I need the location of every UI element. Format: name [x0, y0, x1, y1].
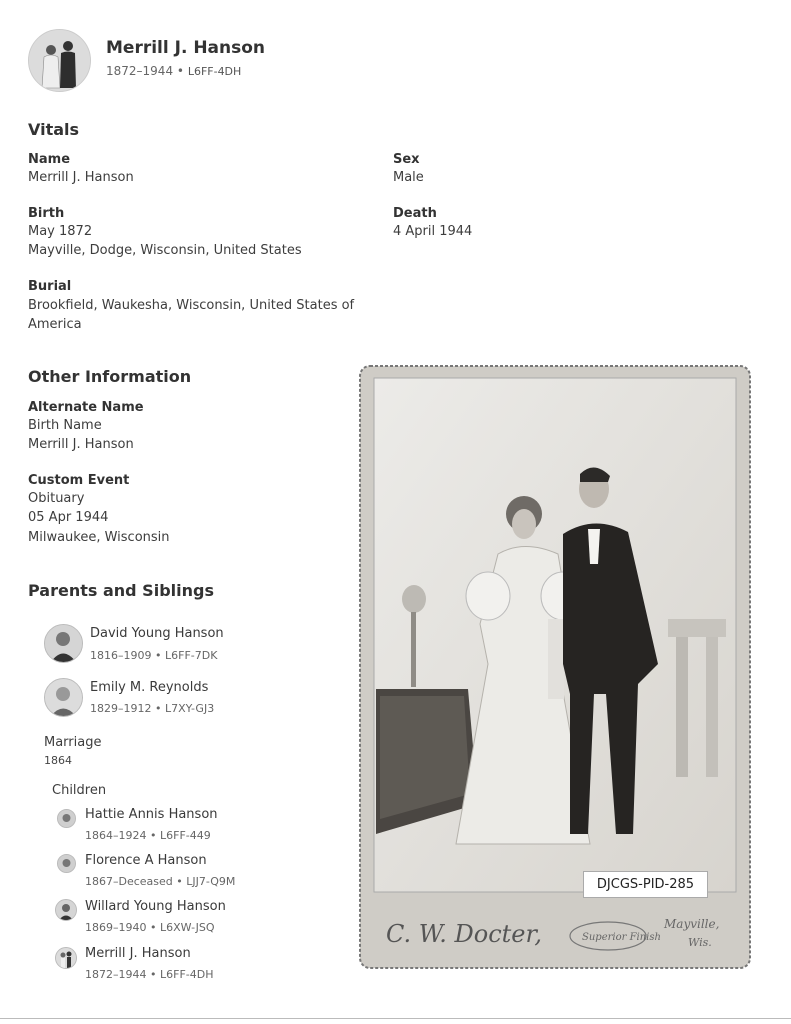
- alternate-name-type: Birth Name: [28, 418, 102, 433]
- child-avatar-1[interactable]: [57, 809, 76, 828]
- children-label: Children: [52, 783, 107, 798]
- vitals-heading: Vitals: [28, 120, 80, 139]
- burial-label: Burial: [28, 279, 72, 294]
- svg-text:Mayville,: Mayville,: [664, 917, 720, 931]
- birth-date: May 1872: [28, 224, 93, 239]
- child-meta-2: 1867–Deceased • LJJ7-Q9M: [85, 875, 236, 888]
- custom-event-place: Milwaukee, Wisconsin: [28, 530, 170, 545]
- alternate-name-value: Merrill J. Hanson: [28, 437, 134, 452]
- sex-value: Male: [393, 170, 424, 185]
- other-info-heading: Other Information: [28, 367, 192, 386]
- svg-text:C. W. Docter,: C. W. Docter,: [386, 920, 542, 948]
- mother-avatar[interactable]: [44, 678, 83, 717]
- birth-label: Birth: [28, 206, 65, 221]
- bullet-separator: •: [176, 64, 188, 78]
- person-dates: 1872–1944: [106, 64, 174, 78]
- name-value: Merrill J. Hanson: [28, 170, 134, 185]
- custom-event-date: 05 Apr 1944: [28, 510, 109, 525]
- burial-place-line1: Brookfield, Waukesha, Wisconsin, United States of: [28, 298, 355, 313]
- father-avatar[interactable]: [44, 624, 83, 663]
- child-name-4[interactable]: Merrill J. Hanson: [85, 946, 191, 961]
- child-meta-4: 1872–1944 • L6FF-4DH: [85, 968, 214, 981]
- child-name-1[interactable]: Hattie Annis Hanson: [85, 807, 218, 822]
- burial-place-line2: America: [28, 317, 82, 332]
- mother-name[interactable]: Emily M. Reynolds: [90, 680, 209, 695]
- name-label: Name: [28, 152, 71, 167]
- death-label: Death: [393, 206, 437, 221]
- marriage-label: Marriage: [44, 735, 102, 750]
- photo-id-stamp: DJCGS-PID-285: [583, 871, 708, 898]
- mother-meta: 1829–1912 • L7XY-GJ3: [90, 702, 215, 715]
- person-name-heading: Merrill J. Hanson: [106, 38, 266, 58]
- person-meta: [106, 64, 241, 78]
- parents-siblings-heading: Parents and Siblings: [28, 581, 214, 600]
- child-meta-1: 1864–1924 • L6FF-449: [85, 829, 211, 842]
- svg-text:Superior Finish: Superior Finish: [582, 932, 661, 943]
- father-meta: 1816–1909 • L6FF-7DK: [90, 649, 218, 662]
- child-name-2[interactable]: Florence A Hanson: [85, 853, 207, 868]
- marriage-year: 1864: [44, 754, 72, 767]
- child-avatar-3[interactable]: [55, 899, 77, 921]
- profile-photo-thumbnail[interactable]: [28, 29, 91, 92]
- father-name[interactable]: David Young Hanson: [90, 626, 224, 641]
- sex-label: Sex: [393, 152, 420, 167]
- person-pid[interactable]: L6FF-4DH: [187, 65, 242, 78]
- child-meta-3: 1869–1940 • L6XW-JSQ: [85, 921, 215, 934]
- child-avatar-4[interactable]: [55, 947, 77, 969]
- page-bottom-divider: [0, 1018, 791, 1019]
- child-name-3[interactable]: Willard Young Hanson: [85, 899, 226, 914]
- alternate-name-label: Alternate Name: [28, 400, 144, 415]
- birth-place: Mayville, Dodge, Wisconsin, United States: [28, 243, 302, 258]
- custom-event-label: Custom Event: [28, 473, 130, 488]
- child-avatar-2[interactable]: [57, 854, 76, 873]
- svg-text:Wis.: Wis.: [688, 936, 712, 949]
- death-date: 4 April 1944: [393, 224, 473, 239]
- custom-event-type: Obituary: [28, 491, 85, 506]
